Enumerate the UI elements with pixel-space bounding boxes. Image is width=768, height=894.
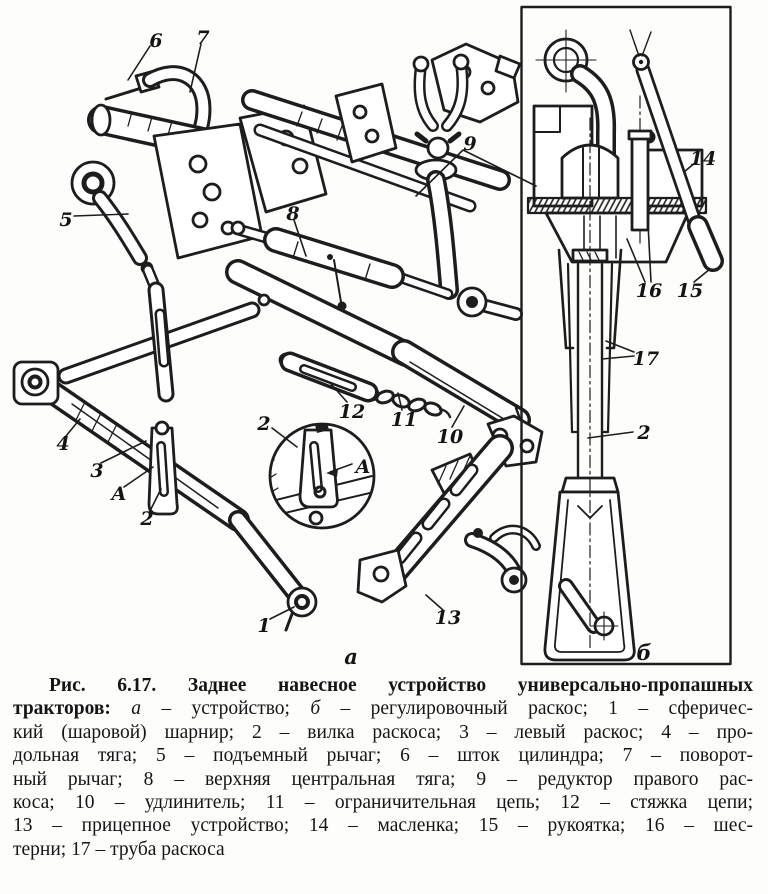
caption-title: Рис. 6.17. Заднее навесное устройство универсально-пропашных bbox=[49, 675, 753, 696]
label-7: 7 bbox=[196, 27, 210, 49]
inset-label-A: А bbox=[355, 456, 371, 478]
label-8: 8 bbox=[286, 203, 300, 225]
label-5: 5 bbox=[59, 209, 73, 231]
adjusting-screw bbox=[629, 96, 651, 244]
panel-a-drawing bbox=[14, 44, 542, 630]
label-17: 17 bbox=[632, 348, 660, 370]
caption-line-5: ный рычаг; 8 – верхняя центральная тяга; 9 – редуктор правого рас- bbox=[13, 768, 753, 790]
caption-line-1 bbox=[13, 674, 753, 697]
left-brace-turnbuckle bbox=[142, 263, 166, 394]
label-13: 13 bbox=[434, 607, 462, 629]
label-10: 10 bbox=[436, 426, 464, 448]
label-1: 1 bbox=[257, 615, 271, 637]
lift-arm bbox=[72, 162, 140, 258]
caption-line-4: дольная тяга; 5 – подъемный рычаг; 6 – шток цилиндра; 7 – поворот- bbox=[13, 745, 753, 767]
panel-b-letter: б bbox=[636, 640, 652, 665]
label-14: 14 bbox=[689, 148, 717, 170]
label-6: 6 bbox=[149, 30, 163, 52]
label-11: 11 bbox=[390, 409, 418, 431]
panel-b-drawing bbox=[522, 7, 731, 664]
caption-line-2: тракторов: а – устройство; б – регулировочный раскос; 1 – сферичес- bbox=[13, 698, 753, 720]
label-15: 15 bbox=[676, 280, 704, 302]
caption-line-6: коса; 10 – удлинитель; 11 – ограничительная цепь; 12 – стяжка цепи; bbox=[13, 792, 753, 814]
brace-fork bbox=[149, 422, 177, 514]
panel-a-letter: а bbox=[344, 644, 358, 668]
label-A: А bbox=[111, 483, 127, 505]
caption-line-8: терни; 17 – труба раскоса bbox=[13, 838, 225, 860]
label-3: 3 bbox=[90, 460, 104, 482]
caption-line-7: 13 – прицепное устройство; 14 – масленка; 15 – рукоятка; 16 – шес- bbox=[13, 815, 753, 837]
caption-line-3: кий (шаровой) шарнир; 2 – вилка раскоса; 3 – левый раскос; 4 – про- bbox=[13, 721, 753, 743]
label-2b: 2 bbox=[637, 422, 651, 444]
label-2: 2 bbox=[140, 508, 154, 530]
chain-turnbuckle bbox=[280, 354, 378, 400]
figure-caption bbox=[0, 668, 768, 861]
top-right-bracket bbox=[432, 44, 520, 122]
label-12: 12 bbox=[338, 401, 366, 423]
inset-label-2: 2 bbox=[257, 413, 271, 435]
label-9: 9 bbox=[463, 133, 477, 155]
label-4: 4 bbox=[56, 433, 70, 455]
label-16: 16 bbox=[635, 280, 663, 302]
